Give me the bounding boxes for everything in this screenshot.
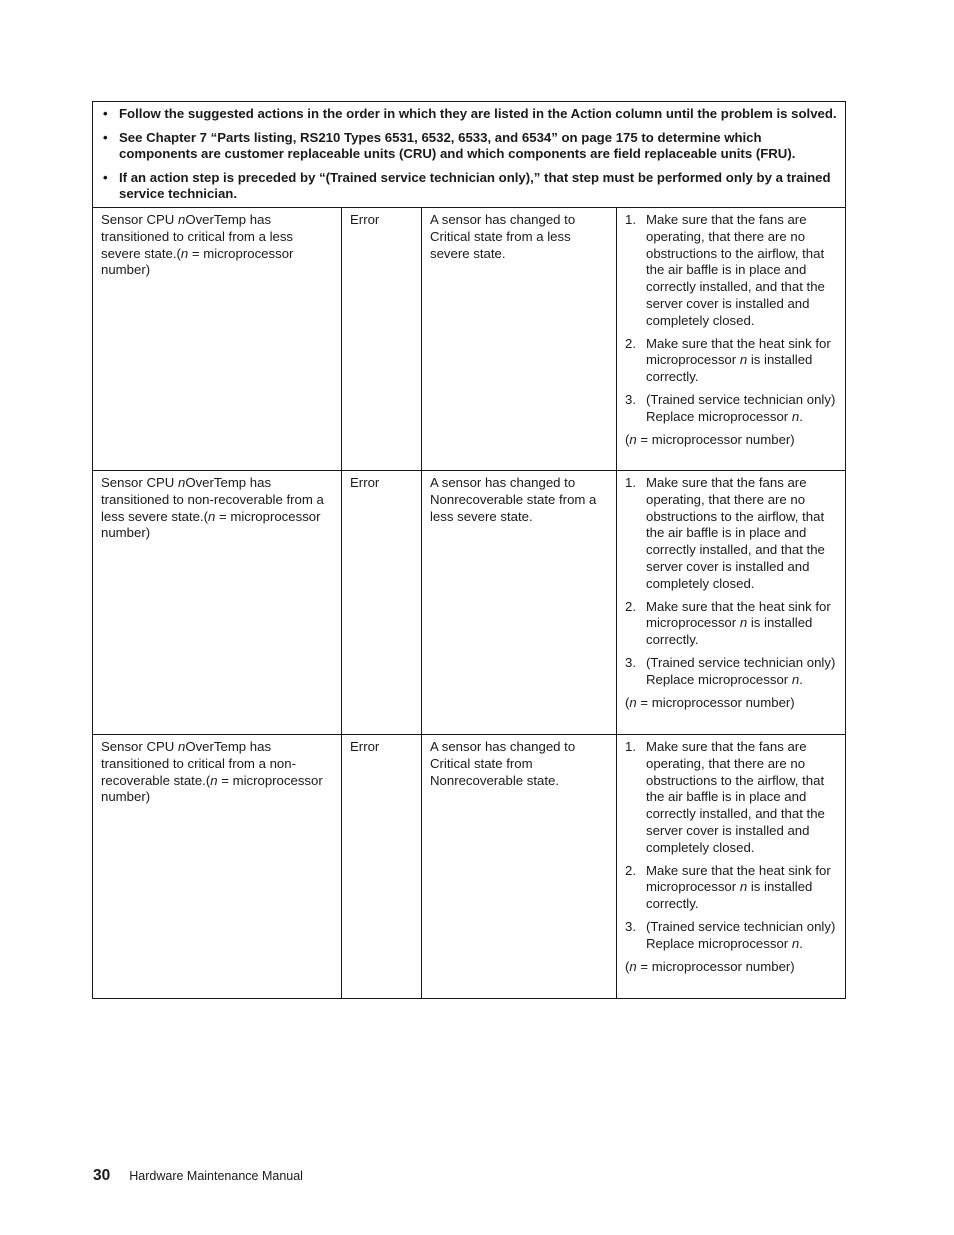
severity-cell: Error	[342, 734, 422, 998]
variable-note: (n = microprocessor number)	[625, 958, 795, 974]
action-step: 1. Make sure that the fans are operating, that there are no obstructions to the airflow, that the air baffle is in place and correctly installed, and that the server cover is installed and completely closed.	[625, 738, 825, 855]
action-cell	[617, 470, 846, 734]
severity-cell: Error	[342, 470, 422, 734]
step-number: 3.	[625, 391, 636, 407]
variable-note: (n = microprocessor number)	[625, 431, 795, 447]
action-cell	[617, 734, 846, 998]
action-step: 2. Make sure that the heat sink for microprocessor n is installed correctly.	[625, 862, 831, 912]
instruction-item: • Follow the suggested actions in the order in which they are listed in the Action column until the problem is solved.	[101, 106, 839, 123]
description-cell: A sensor has changed to Nonrecoverable state from a less severe state.	[422, 470, 617, 734]
error-message-table	[92, 101, 846, 999]
action-list	[625, 212, 839, 426]
table-row	[93, 207, 846, 470]
message-cell: Sensor CPU nOverTemp has transitioned to non-recoverable from a less severe state.(n = microprocessor number)	[93, 470, 342, 734]
table-row	[93, 734, 846, 998]
instructions-cell	[93, 102, 846, 208]
description-cell: A sensor has changed to Critical state from a less severe state.	[422, 207, 617, 470]
table-row	[93, 470, 846, 734]
action-step: 2. Make sure that the heat sink for microprocessor n is installed correctly.	[625, 598, 831, 648]
step-number: 1.	[625, 474, 636, 490]
action-step: 1. Make sure that the fans are operating, that there are no obstructions to the airflow, that the air baffle is in place and correctly installed, and that the server cover is installed and completely closed.	[625, 211, 825, 328]
instructions-row	[93, 102, 846, 208]
manual-title: Hardware Maintenance Manual	[129, 1169, 303, 1183]
step-number: 2.	[625, 598, 636, 614]
instruction-item: • See Chapter 7 “Parts listing, RS210 Types 6531, 6532, 6533, and 6534” on page 175 to determine which components are customer replaceable units (CRU) and which components are field replaceable units (FRU).	[101, 130, 839, 163]
description-cell: A sensor has changed to Critical state from Nonrecoverable state.	[422, 734, 617, 998]
action-step: 1. Make sure that the fans are operating, that there are no obstructions to the airflow, that the air baffle is in place and correctly installed, and that the server cover is installed and completely closed.	[625, 474, 825, 591]
message-cell: Sensor CPU nOverTemp has transitioned to critical from a less severe state.(n = microprocessor number)	[93, 207, 342, 470]
variable-note: (n = microprocessor number)	[625, 694, 795, 710]
step-number: 2.	[625, 862, 636, 878]
action-cell	[617, 207, 846, 470]
action-step: 2. Make sure that the heat sink for microprocessor n is installed correctly.	[625, 335, 831, 385]
message-cell: Sensor CPU nOverTemp has transitioned to critical from a non-recoverable state.(n = microprocessor number)	[93, 734, 342, 998]
instruction-item: • If an action step is preceded by “(Trained service technician only),” that step must be performed only by a trained service technician.	[101, 170, 839, 203]
step-number: 3.	[625, 918, 636, 934]
page-number: 30	[93, 1167, 111, 1184]
step-number: 1.	[625, 738, 636, 754]
action-step: 3. (Trained service technician only) Replace microprocessor n.	[625, 654, 836, 687]
severity-cell: Error	[342, 207, 422, 470]
action-step: 3. (Trained service technician only) Replace microprocessor n.	[625, 918, 836, 951]
step-number: 3.	[625, 654, 636, 670]
instructions-list	[101, 106, 839, 203]
step-number: 2.	[625, 335, 636, 351]
action-list	[625, 739, 839, 953]
action-list	[625, 475, 839, 689]
page-footer	[93, 1167, 303, 1185]
step-number: 1.	[625, 211, 636, 227]
action-step: 3. (Trained service technician only) Replace microprocessor n.	[625, 391, 836, 424]
